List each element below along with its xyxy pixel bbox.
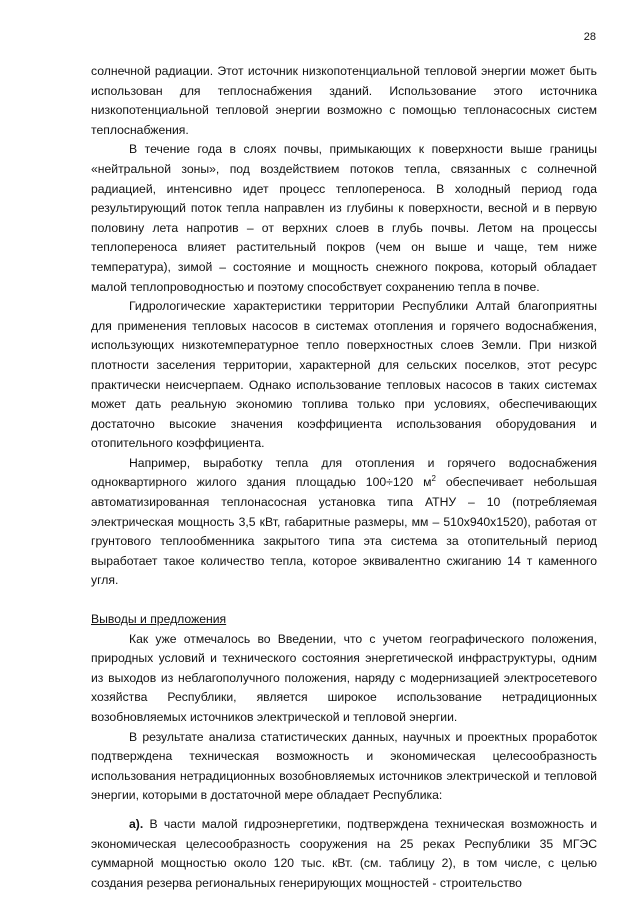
paragraph-introduction-reference: Как уже отмечалось во Введении, что с учетом географического положения, природных условий и технического состояния энергетической инфраструктуры, одним из выходов из неблагополучного положения, наряду с модернизацией электросетевого хозяйства Республики, является широкое использование нетрадиционных возобновляемых источников электрической и тепловой энергии.: [91, 631, 597, 724]
paragraph-hydrological-characteristics: Гидрологические характеристики территории Республики Алтай благоприятны для применения тепловых насосов в системах отопления и горячего водоснабжения, использующих низкотемпературное тепло поверхностных слоев Земли. При низкой плотности заселения территории, характерной для сельских поселков, этот ресурс практически неисчерпаем. Однако использование тепловых насосов в таких системах может дать реальную экономию топлива только при условиях, обеспечивающих достаточно высокие значения коэффициента использования оборудования и отопительного коэффициента.: [91, 299, 597, 451]
paragraph-analysis-results: В результате анализа статистических данных, научных и проектных проработок подтверждена техническая возможность и экономическая целесообразность использования нетрадиционных возобновляемых источников электрической и тепловой энергии, которыми в достаточной мере обладает Республика:: [91, 729, 597, 803]
list-spacer: [91, 806, 597, 815]
page-body: [91, 62, 597, 893]
paragraph-solar-radiation: солнечной радиации. Этот источник низкопотенциальной тепловой энергии может быть использован для теплоснабжения зданий. Использование этого источника низкопотенциальной тепловой энергии возможно с помощью теплонасосных систем теплоснабжения.: [91, 64, 597, 137]
heat-pump-example-text-end: обеспечивает небольшая автоматизированная теплонасосная установка типа АТНУ – 10 (потребляемая электрическая мощность 3,5 кВт, габаритные размеры, мм – 510х940х1520), работая от грунтового теплообменника закрытого типа эта система за отопительный период выработает такое количество тепла, которое эквивалентно сжиганию 14 т каменного угля.: [91, 475, 597, 588]
paragraph-heat-pump-example: [91, 454, 597, 591]
heat-pump-example-text-start: Например, выработку тепла для отопления и горячего водоснабжения одноквартирного жилого здания площадью 100÷120 м: [91, 455, 597, 490]
paragraph-soil-heat-transfer: В течение года в слоях почвы, примыкающих к поверхности выше границы «нейтральной зоны», под воздействием потоков тепла, связанных с солнечной радиацией, интенсивно идет процесс теплопереноса. В холодный период года результирующий поток тепла направлен из глубины к поверхности, весной и в первую половину лета напротив – от верхних слоев в глубь почвы. Летом на процессы теплопереноса влияет растительный покров (чем он выше и чаще, тем ниже температура), зимой – состояние и мощность снежного покрова, который обладает малой теплопроводностью и поэтому способствует сохранению тепла в почве.: [91, 142, 597, 294]
paragraph-small-hydro: [91, 815, 597, 893]
section-spacer: [91, 591, 597, 610]
section-heading-conclusions: Выводы и предложения: [91, 612, 227, 627]
page-number: 28: [583, 31, 596, 43]
list-marker-a: а).: [129, 816, 144, 831]
small-hydro-text: В части малой гидроэнергетики, подтверждена техническая возможность и экономическая целесообразность сооружения на 25 реках Республики 35 МГЭС суммарной мощностью около 120 тыс. кВт. (см. таблицу 2), в том числе, с целью создания резерва региональных генерирующих мощностей - строительство: [91, 816, 597, 890]
square-meter-superscript: 2: [431, 474, 436, 484]
